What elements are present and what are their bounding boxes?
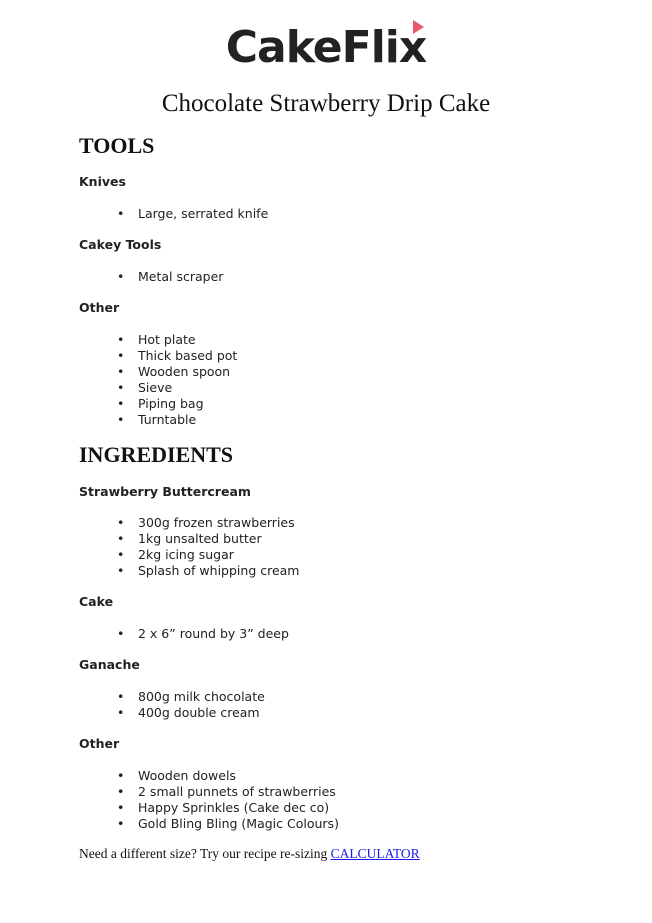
logo-wordmark bbox=[226, 22, 427, 73]
list-item: • 2 small punnets of strawberries bbox=[117, 784, 339, 800]
tools-list-cakey-tools bbox=[117, 269, 223, 285]
list-item: • Hot plate bbox=[117, 332, 237, 348]
tools-group-heading-cakey-tools: Cakey Tools bbox=[79, 237, 162, 252]
list-item: • Wooden spoon bbox=[117, 364, 237, 380]
list-item: • Wooden dowels bbox=[117, 768, 339, 784]
list-item: • Metal scraper bbox=[117, 269, 223, 285]
tools-group-heading-knives: Knives bbox=[79, 174, 126, 189]
list-item: • Large, serrated knife bbox=[117, 206, 268, 222]
list-item: • Happy Sprinkles (Cake dec co) bbox=[117, 800, 339, 816]
list-item: • 300g frozen strawberries bbox=[117, 515, 300, 531]
calculator-link[interactable]: CALCULATOR bbox=[330, 846, 420, 861]
list-item: • 1kg unsalted butter bbox=[117, 531, 300, 547]
ingredients-list-other bbox=[117, 768, 339, 832]
list-item: • 2kg icing sugar bbox=[117, 547, 300, 563]
ingredients-group-heading-buttercream: Strawberry Buttercream bbox=[79, 484, 251, 499]
ingredients-group-heading-cake: Cake bbox=[79, 594, 114, 609]
list-item: • Piping bag bbox=[117, 396, 237, 412]
ingredients-group-heading-other: Other bbox=[79, 736, 120, 751]
tools-heading: TOOLS bbox=[79, 133, 155, 158]
logo-text: CakeFlix bbox=[225, 22, 427, 73]
tools-list-other bbox=[117, 332, 237, 428]
ingredients-list-cake bbox=[117, 626, 289, 642]
tools-list-knives bbox=[117, 206, 268, 222]
list-item: • Gold Bling Bling (Magic Colours) bbox=[117, 816, 339, 832]
tools-group-heading-other: Other bbox=[79, 300, 120, 315]
ingredients-list-ganache bbox=[117, 689, 265, 721]
ingredients-list-buttercream bbox=[117, 515, 300, 579]
list-item: • Turntable bbox=[117, 412, 237, 428]
ingredients-group-heading-ganache: Ganache bbox=[79, 657, 140, 672]
list-item: • 2 x 6” round by 3” deep bbox=[117, 626, 289, 642]
cakeflix-logo bbox=[0, 22, 652, 73]
ingredients-heading: INGREDIENTS bbox=[79, 442, 234, 467]
list-item: • Thick based pot bbox=[117, 348, 237, 364]
list-item: • Splash of whipping cream bbox=[117, 563, 300, 579]
footer-text: Need a different size? Try our recipe re-sizing bbox=[79, 846, 331, 861]
list-item: • Sieve bbox=[117, 380, 237, 396]
resize-footer bbox=[79, 846, 420, 862]
page-title: Chocolate Strawberry Drip Cake bbox=[161, 90, 491, 117]
list-item: • 800g milk chocolate bbox=[117, 689, 265, 705]
play-triangle-icon bbox=[413, 20, 424, 34]
list-item: • 400g double cream bbox=[117, 705, 265, 721]
